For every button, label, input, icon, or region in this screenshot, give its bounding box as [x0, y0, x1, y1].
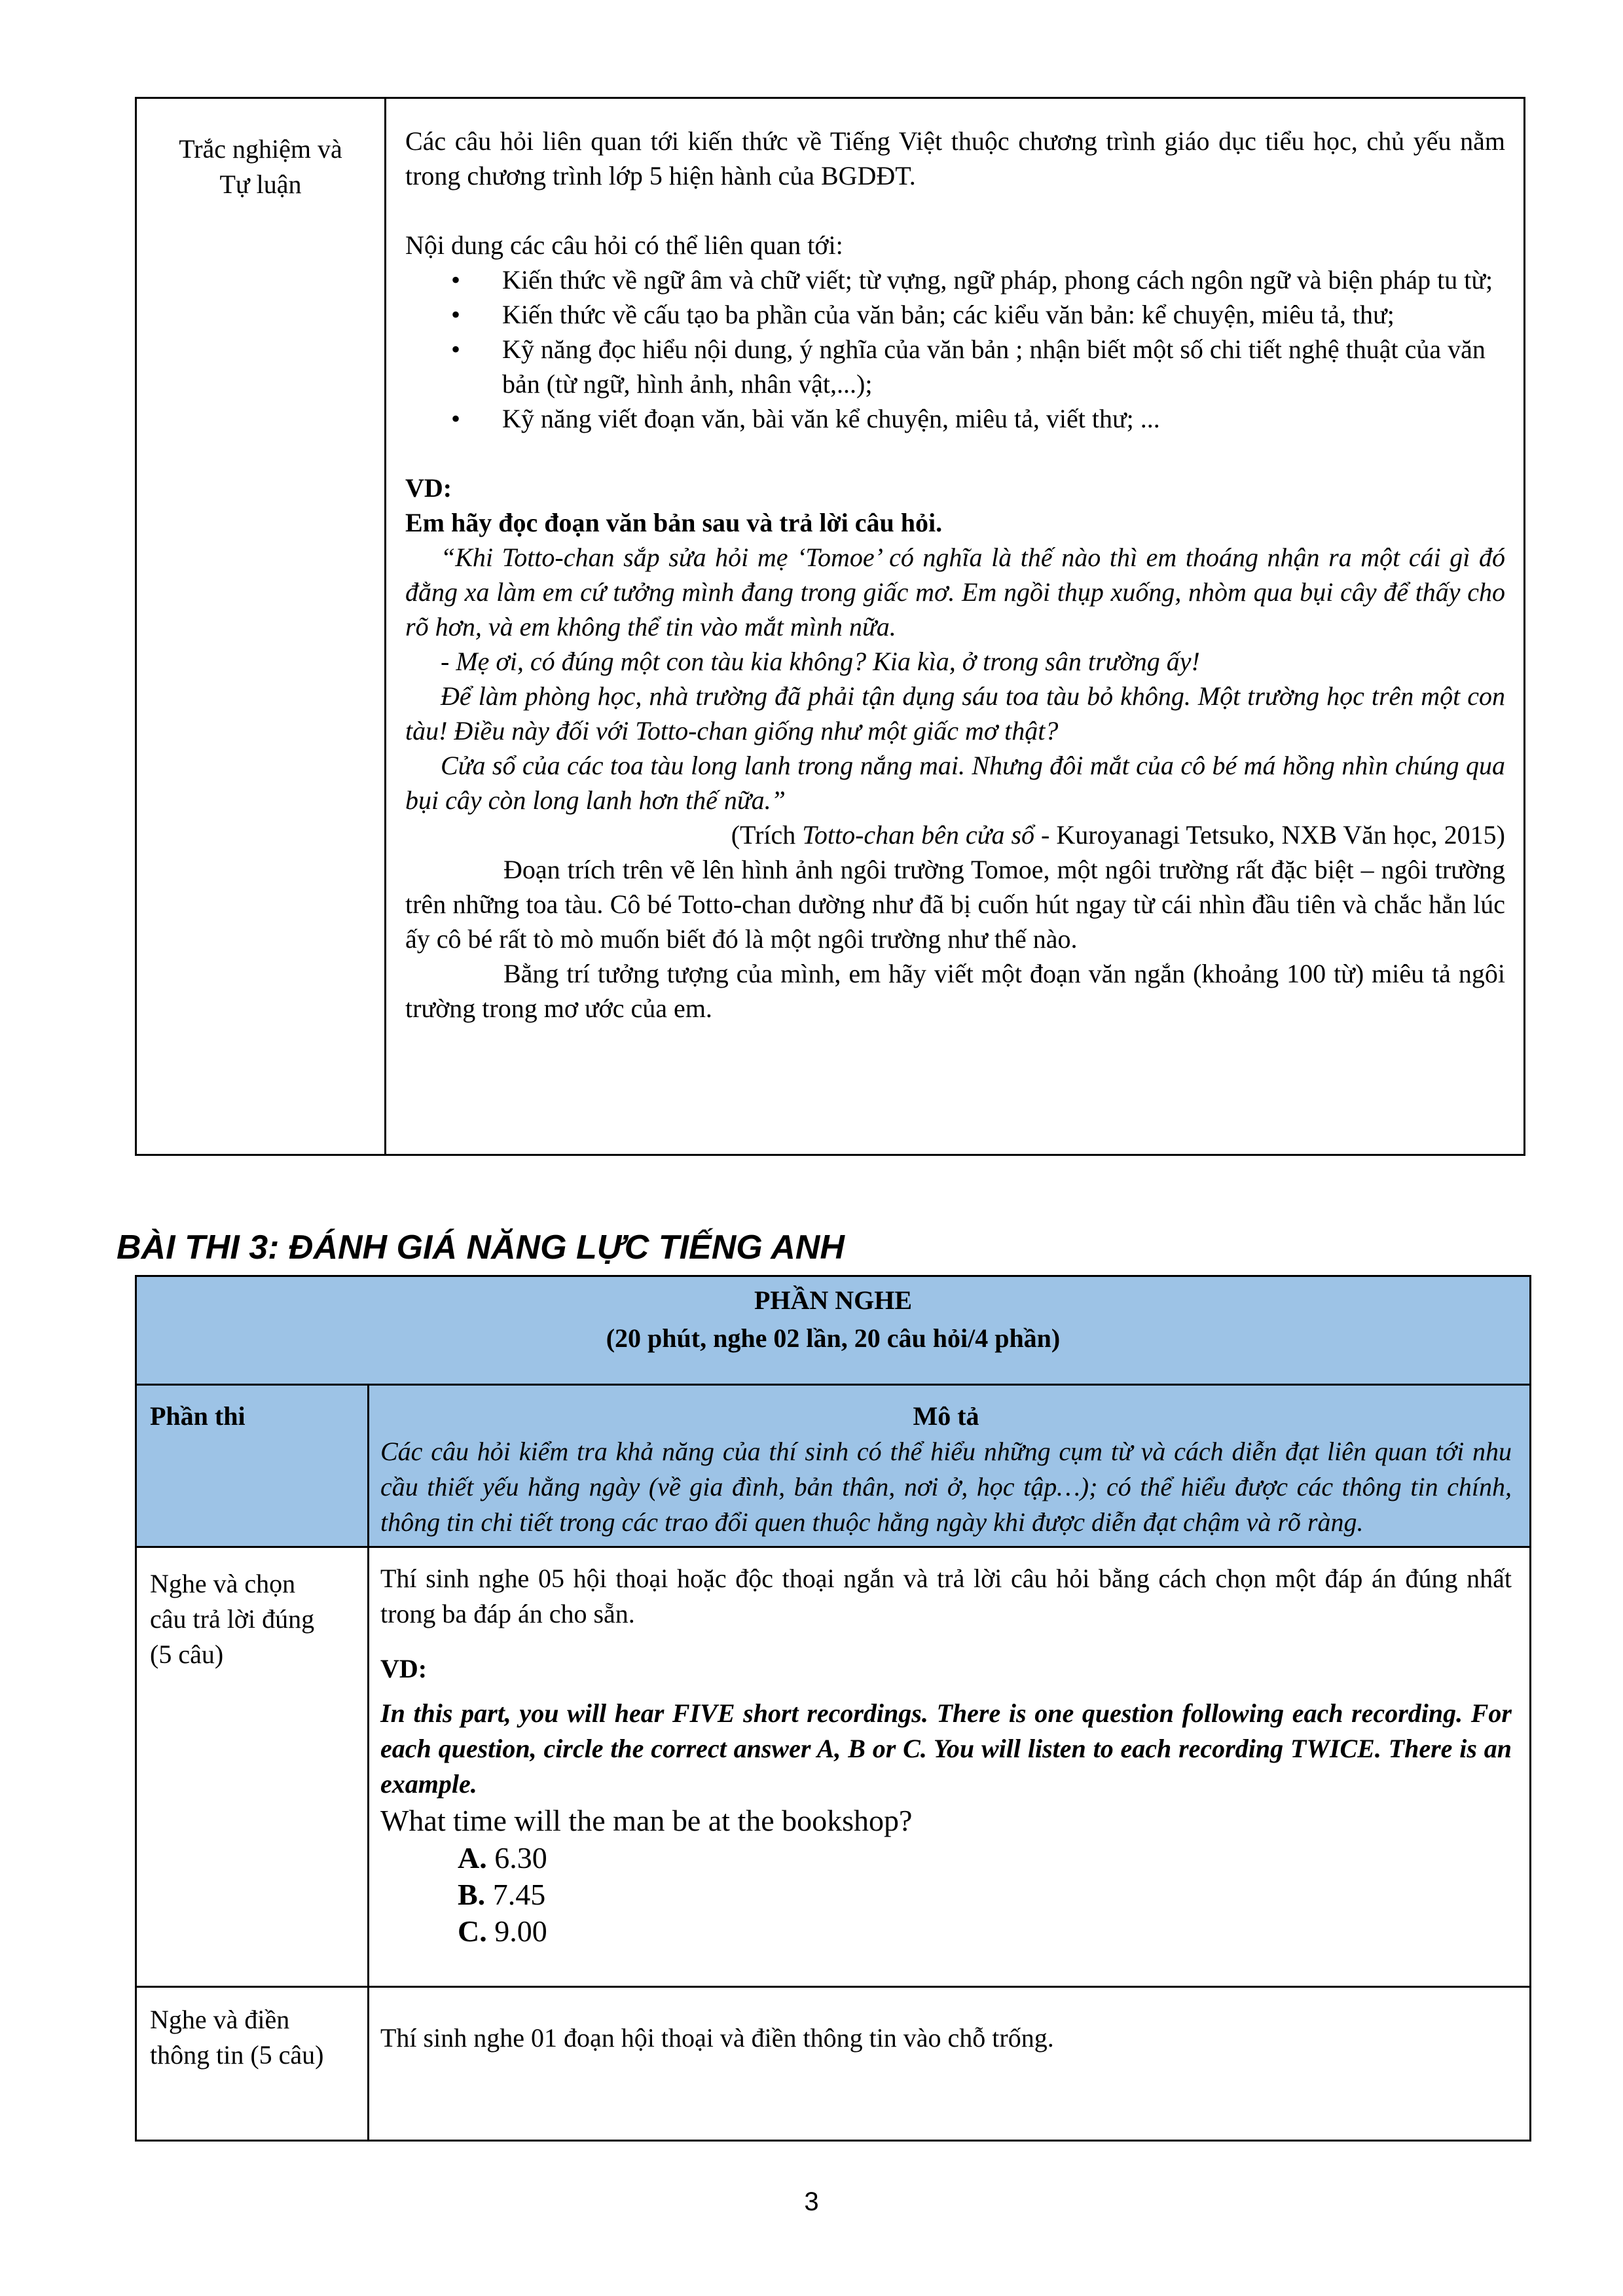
example-question: What time will the man be at the bookshop? [380, 1804, 913, 1837]
answer-option [380, 1876, 1512, 1913]
exam-description-cell [405, 124, 1505, 1026]
exam-format-table [135, 97, 1525, 1156]
listening-title: PHẦN NGHE [754, 1285, 913, 1315]
intro-text: Các câu hỏi liên quan tới kiến thức về Tiếng Việt thuộc chương trình giáo dục tiểu học, chủ yếu nằm trong chương trình lớp 5 hiện hành của BGDĐT. [405, 126, 1505, 190]
part-description-text: Thí sinh nghe 01 đoạn hội thoại và điền thông tin vào chỗ trống. [380, 2023, 1054, 2053]
part-description [380, 1561, 1512, 1950]
citation-prefix: (Trích [731, 820, 803, 850]
part-name [150, 1566, 358, 1672]
exam-type-line-1: Trắc nghiệm và [179, 134, 342, 164]
listening-table [135, 1275, 1531, 2142]
answer-text: 7.45 [485, 1878, 546, 1911]
column-header-row [137, 1386, 1529, 1548]
answer-option [380, 1913, 1512, 1950]
listening-subtitle: (20 phút, nghe 02 lần, 20 câu hỏi/4 phần) [606, 1323, 1061, 1353]
column-header-part: Phần thi [150, 1401, 246, 1431]
passage-paragraph: Cửa sổ của các toa tàu long lanh trong nắng mai. Nhưng đôi mắt của cô bé má hồng nhìn chúng qua bụi cây còn long lanh hơn thế nữa.” [405, 751, 1505, 815]
list-item: • Kỹ năng viết đoạn văn, bài văn kể chuyện, miêu tả, viết thư; ... [405, 401, 1505, 436]
part-name-line: câu trả lời đúng [150, 1604, 315, 1634]
exam-type-line-2: Tự luận [219, 170, 302, 199]
passage-paragraph: Để làm phòng học, nhà trường đã phải tận dụng sáu toa tàu bỏ không. Một trường học trên một con tàu! Điều này đối với Totto-chan giống như một giấc mơ thật? [405, 681, 1505, 745]
exam-type-cell [137, 132, 384, 202]
listening-description: Các câu hỏi kiểm tra khả năng của thí sinh có thể hiểu những cụm từ và cách diễn đạt liên quan tới nhu cầu thiết yếu hằng ngày (về gia đình, bản thân, nơi ở, học tập…); có thể hiểu được các thông tin chính, thông tin chi tiết trong các trao đổi quen thuộc hằng ngày khi được diễn đạt chậm và rõ ràng. [380, 1437, 1512, 1537]
column-header-desc: Mô tả [913, 1401, 979, 1431]
column-header-desc-cell [380, 1399, 1512, 1540]
page-number: 3 [804, 2187, 819, 2216]
example-label: VD: [380, 1654, 428, 1683]
section-heading: BÀI THI 3: ĐÁNH GIÁ NĂNG LỰC TIẾNG ANH [117, 1229, 845, 1266]
question-paragraph: Đoạn trích trên vẽ lên hình ảnh ngôi trường Tomoe, một ngôi trường rất đặc biệt – ngôi trường trên những toa tàu. Cô bé Totto-chan dường như đã bị cuốn hút ngay từ cái nhìn đầu tiên và chắc hẳn lúc ấy cô bé rất tò mò muốn biết đó là một ngôi trường như thế nào. [405, 855, 1505, 954]
listening-header [137, 1277, 1529, 1386]
list-item: • Kỹ năng đọc hiểu nội dung, ý nghĩa của văn bản ; nhận biết một số chi tiết nghệ thuật của văn bản (từ ngữ, hình ảnh, nhân vật,...); [405, 332, 1505, 401]
question-paragraph: Bằng trí tưởng tượng của mình, em hãy viết một đoạn văn ngắn (khoảng 100 từ) miêu tả ngôi trường trong mơ ước của em. [405, 959, 1505, 1023]
part-name-line: Nghe và điền [150, 2005, 290, 2034]
content-list [405, 262, 1505, 436]
passage-paragraph: “Khi Totto-chan sắp sửa hỏi mẹ ‘Tomoe’ có nghĩa là thế nào thì em thoáng nhận ra một cái gì đó đằng xa làm em cứ tưởng mình đang trong giấc mơ. Em ngồi thụp xuống, nhòm qua bụi cây để thấy cho rõ hơn, và em không thể tin vào mắt mình nữa. [405, 543, 1505, 641]
table-row [137, 1988, 1529, 2140]
answer-text: 6.30 [486, 1841, 547, 1874]
example-label: VD: [405, 473, 452, 503]
answer-option [380, 1840, 1512, 1876]
citation-title: Totto-chan bên cửa sổ [802, 820, 1035, 850]
list-item: • Kiến thức về ngữ âm và chữ viết; từ vựng, ngữ pháp, phong cách ngôn ngữ và biện pháp tu từ; [405, 262, 1505, 297]
answer-letter: B. [458, 1878, 486, 1911]
column-divider [384, 99, 386, 1154]
passage-paragraph: - Mẹ ơi, có đúng một con tàu kia không? Kia kìa, ở trong sân trường ấy! [441, 647, 1200, 676]
part-description-text: Thí sinh nghe 05 hội thoại hoặc độc thoại ngắn và trả lời câu hỏi bằng cách chọn một đáp án đúng nhất trong ba đáp án cho sẵn. [380, 1564, 1512, 1628]
part-name-line: Nghe và chọn [150, 1569, 296, 1598]
part-name-line: thông tin (5 câu) [150, 2040, 324, 2070]
answer-letter: A. [458, 1841, 487, 1874]
column-divider [367, 1386, 369, 2140]
table-row [137, 1548, 1529, 1988]
content-intro: Nội dung các câu hỏi có thể liên quan tới: [405, 230, 843, 260]
passage-citation [405, 817, 1505, 852]
example-task: Em hãy đọc đoạn văn bản sau và trả lời câu hỏi. [405, 508, 943, 537]
answer-letter: C. [458, 1914, 487, 1948]
answer-text: 9.00 [486, 1914, 547, 1948]
part-name-line: (5 câu) [150, 1640, 224, 1669]
part-name [150, 2002, 358, 2073]
list-item: • Kiến thức về cấu tạo ba phần của văn bản; các kiểu văn bản: kể chuyện, miêu tả, thư; [405, 297, 1505, 332]
citation-suffix: - Kuroyanagi Tetsuko, NXB Văn học, 2015) [1034, 820, 1505, 850]
example-instruction: In this part, you will hear FIVE short recordings. There is one question following each recording. For each question, circle the correct answer A, B or C. You will listen to each recording TWICE. There is an example. [380, 1698, 1512, 1799]
